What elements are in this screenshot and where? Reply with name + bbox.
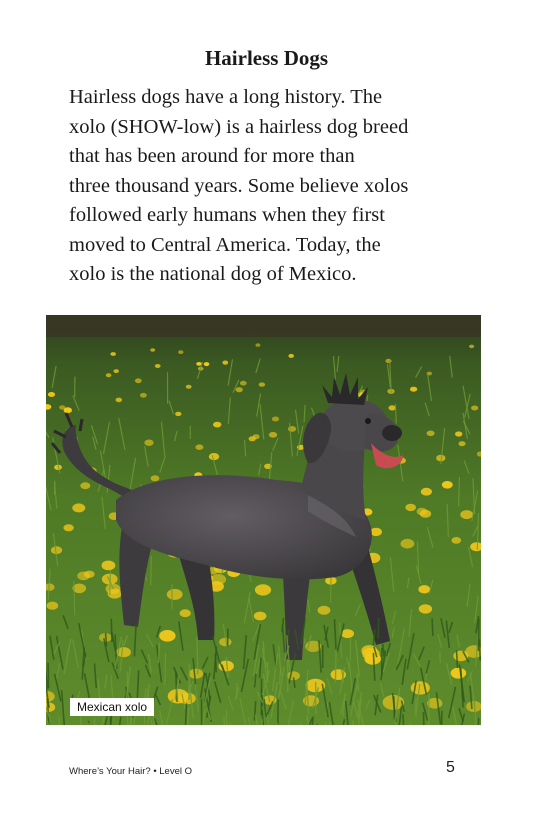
dandelion-flower [405, 504, 416, 511]
dandelion-flower [195, 444, 203, 450]
paragraph-line: that has been around for more than [69, 145, 355, 167]
paragraph-line: moved to Central America. Today, the [69, 233, 381, 256]
dandelion-flower [471, 406, 478, 411]
dandelion-flower [385, 359, 391, 363]
dandelion-flower [222, 361, 228, 365]
dandelion-flower [410, 387, 417, 392]
dandelion-flower [211, 574, 226, 585]
grass-blade [94, 719, 95, 726]
dandelion-flower [459, 441, 466, 446]
dandelion-flower [417, 508, 428, 515]
paragraph-line: three thousand years. Some believe xolos [69, 174, 409, 197]
page-number: 5 [446, 759, 455, 776]
dandelion-flower [288, 354, 294, 358]
paragraph-line: xolo is the national dog of Mexico. [69, 263, 357, 285]
dandelion-flower [159, 630, 175, 642]
photo-caption: Mexican xolo [70, 698, 154, 716]
dandelion-flower [114, 369, 119, 373]
dandelion-flower [288, 426, 296, 432]
footer-book-title: Where’s Your Hair? • Level O [69, 766, 193, 777]
grass-blade [301, 723, 302, 725]
dandelion-flower [167, 589, 183, 600]
dandelion-flower [168, 689, 189, 704]
dandelion-flower [269, 432, 277, 438]
dandelion-flower [59, 405, 65, 409]
dandelion-flower [84, 571, 95, 578]
dandelion-flower [204, 362, 210, 366]
dandelion-flower [151, 475, 160, 481]
grass-blade [432, 618, 433, 636]
dandelion-flower [451, 537, 461, 544]
grass-blade [415, 698, 416, 714]
paragraph-line: followed early humans when they first [69, 204, 385, 226]
dandelion-flower [318, 606, 331, 615]
dandelion-flower [150, 348, 155, 351]
dandelion-flower [451, 668, 467, 679]
dandelion-flower [253, 434, 260, 439]
dandelion-flower [48, 392, 55, 397]
dandelion-flower [442, 481, 453, 489]
dandelion-flower [63, 524, 73, 531]
dandelion-flower [255, 584, 271, 595]
dandelion-flower [259, 382, 265, 386]
dandelion-flower [135, 378, 142, 383]
paragraph-line: Hairless dogs have a long history. The [69, 86, 383, 108]
grass-blade [263, 641, 264, 655]
grass-blade [335, 650, 336, 683]
body-paragraph [69, 83, 489, 290]
grass-blade [429, 694, 430, 725]
grass-blade [111, 619, 112, 642]
dandelion-flower [240, 381, 247, 386]
dandelion-flower [180, 609, 191, 617]
dandelion-flower [47, 602, 59, 610]
dandelion-flower [209, 453, 219, 460]
grass-blade [197, 637, 198, 674]
dandelion-flower [460, 510, 473, 519]
dandelion-flower [418, 585, 430, 593]
grass-blade [165, 653, 166, 686]
dandelion-flower [186, 385, 192, 389]
grass-blade [479, 639, 480, 660]
dandelion-flower [175, 412, 181, 416]
grass-blade [424, 712, 425, 725]
grass-blade [151, 556, 152, 585]
dandelion-flower [254, 612, 267, 621]
dandelion-flower [155, 364, 161, 368]
grass-blade [457, 650, 458, 668]
dandelion-flower [72, 503, 85, 512]
dandelion-flower [469, 345, 474, 349]
page-title: Hairless Dogs [204, 46, 329, 70]
grass-blade [403, 714, 404, 725]
dandelion-flower [362, 648, 379, 660]
dandelion-flower [421, 488, 432, 496]
dandelion-flower [236, 387, 243, 392]
grass-blade [186, 703, 187, 725]
grass-blade [463, 692, 464, 708]
dandelion-flower [178, 350, 183, 354]
dandelion-flower [116, 398, 123, 403]
grass-blade [262, 689, 263, 706]
dandelion-flower [110, 352, 116, 356]
dog-photo [46, 315, 481, 725]
dandelion-flower [389, 405, 396, 410]
dandelion-flower [255, 343, 260, 347]
dandelion-flower [455, 431, 462, 436]
dandelion-flower [419, 604, 432, 613]
dandelion-flower [466, 701, 481, 712]
grass-blade [459, 477, 460, 507]
dandelion-flower [189, 669, 203, 679]
dandelion-flower [401, 539, 415, 549]
dandelion-flower [272, 417, 279, 422]
dandelion-flower [80, 482, 90, 489]
dandelion-flower [106, 373, 112, 377]
grass-blade [262, 719, 263, 725]
dandelion-flower [144, 440, 153, 446]
dandelion-flower [140, 393, 147, 398]
paragraph-line: xolo (SHOW-low) is a hairless dog breed [69, 115, 409, 138]
grass-blade [394, 696, 395, 719]
dandelion-flower [102, 561, 116, 571]
grass-blade [378, 618, 379, 639]
dandelion-flower [213, 422, 221, 428]
dandelion-flower [427, 431, 435, 437]
